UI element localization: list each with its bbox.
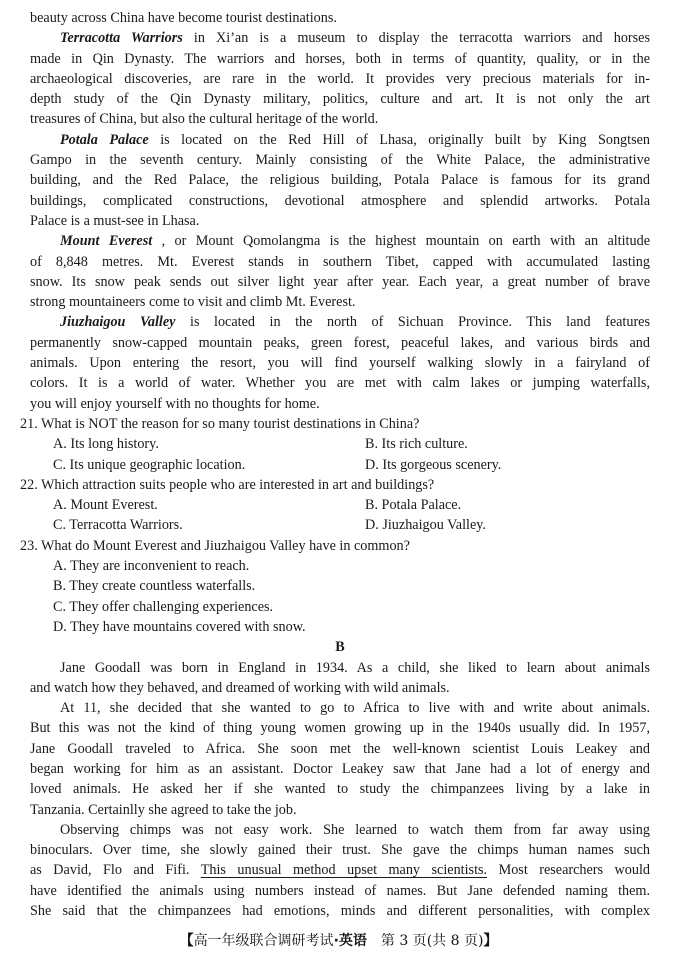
paragraph-text: treasures of China, but also the cultural heritage of the world. bbox=[30, 111, 379, 128]
paragraph-text: in Xi’an is a museum to display the terracotta warriors and horses bbox=[182, 30, 650, 47]
exam-page bbox=[20, 8, 650, 921]
passage-a-intro-tail: beauty across China have become tourist destinations. bbox=[30, 10, 337, 26]
paragraph-text: archaeological discoveries, are rare in the world. It provides very precious materials for in- bbox=[30, 70, 650, 87]
paragraph-text: At 11, she decided that she wanted to go to Africa to live with and write about animals. bbox=[60, 700, 650, 717]
passage-b-paragraph-1 bbox=[30, 658, 650, 699]
paragraph-text: Jane Goodall was born in England in 1934. As a child, she liked to learn about animals bbox=[60, 659, 650, 676]
footer-exam-name: 高一年级联合调研考试 bbox=[193, 933, 334, 949]
footer-page-info: 第 3 页(共 8 页) bbox=[380, 933, 484, 949]
paragraph-text: building, and the Red Palace, the religious building, Potala Palace is famous for its grand bbox=[30, 172, 650, 189]
paragraph-mount-everest bbox=[30, 231, 650, 312]
footer-subject: 英语 bbox=[338, 933, 367, 949]
passage-b-paragraph-3 bbox=[30, 820, 650, 921]
paragraph-text: snow. Its snow peak sends out silver light year after year. Each year, a great number of brave bbox=[30, 273, 650, 290]
paragraph-text: Tanzania. Certainlly she agreed to take the job. bbox=[30, 801, 297, 818]
paragraph-text: Gampo in the seventh century. Mainly consisting of the White Palace, the administrative bbox=[30, 152, 650, 169]
paragraph-text: Palace is a must-see in Lhasa. bbox=[30, 212, 200, 229]
paragraph-text: depth study of the Qin Dynasty military, politics, culture and art. It is not only the art bbox=[30, 91, 650, 108]
option-a[interactable]: A. They are inconvenient to reach. bbox=[53, 558, 250, 575]
page-footer bbox=[0, 930, 677, 950]
footer-close-bracket: 】 bbox=[483, 933, 498, 949]
option-a[interactable]: A. Its long history. bbox=[53, 436, 159, 453]
paragraph-text: binoculars. Over time, she slowly gained their trust. She gave the chimps human names such bbox=[30, 842, 650, 859]
option-d[interactable]: D. Jiuzhaigou Valley. bbox=[365, 517, 486, 534]
question-23 bbox=[20, 536, 650, 637]
option-b[interactable]: B. Its rich culture. bbox=[365, 436, 468, 453]
paragraph-text: Jane Goodall traveled to Africa. She soon met the well-known scientist Louis Leakey and bbox=[30, 740, 650, 757]
paragraph-text: as David, Flo and Fifi. bbox=[30, 862, 201, 879]
attraction-title: Jiuzhaigou Valley bbox=[60, 314, 176, 331]
attraction-title: Terracotta Warriors bbox=[60, 30, 183, 47]
paragraph-text: is located in the north of Sichuan Province. This land features bbox=[175, 314, 650, 331]
paragraph-text: loved animals. He asked her if she wanted to study the chimpanzees living by a lake in bbox=[30, 781, 650, 798]
paragraph-text: Most researchers would bbox=[487, 862, 650, 879]
attraction-title: Potala Palace bbox=[60, 131, 149, 148]
question-stem: 23. What do Mount Everest and Jiuzhaigou Valley have in common? bbox=[20, 537, 410, 554]
paragraph-text: colors. It is a world of water. Whether you are met with calm lakes or jumping waterfalls, bbox=[30, 375, 650, 392]
paragraph-text: have identified the animals using numbers instead of names. But Jane defended naming them. bbox=[30, 882, 650, 899]
option-c[interactable]: C. Terracotta Warriors. bbox=[53, 517, 183, 534]
paragraph-text: Observing chimps was not easy work. She learned to watch them from far away using bbox=[60, 821, 650, 838]
option-d[interactable]: D. They have mountains covered with snow. bbox=[53, 618, 306, 635]
paragraph-text: is located on the Red Hill of Lhasa, originally built by King Songtsen bbox=[148, 131, 650, 148]
option-a[interactable]: A. Mount Everest. bbox=[53, 497, 158, 514]
passage-b-paragraph-2 bbox=[30, 698, 650, 820]
paragraph-text: animals. Upon entering the resort, you will find yourself walking slowly in a fairyland of bbox=[30, 355, 650, 372]
option-d[interactable]: D. Its gorgeous scenery. bbox=[365, 456, 502, 473]
paragraph-text: , or Mount Qomolangma is the highest mountain on earth with an altitude bbox=[152, 233, 650, 250]
option-b[interactable]: B. They create countless waterfalls. bbox=[53, 578, 256, 595]
footer-open-bracket: 【 bbox=[179, 933, 194, 949]
paragraph-text: you will enjoy yourself with no thoughts for home. bbox=[30, 395, 320, 412]
question-stem: 21. What is NOT the reason for so many tourist destinations in China? bbox=[20, 415, 420, 432]
section-heading-b: B bbox=[335, 639, 345, 656]
paragraph-text: She said that the chimpanzees had emotions, minds and different personalities, with complex bbox=[30, 903, 650, 920]
paragraph-text: began working for him as an assistant. Doctor Leakey saw that Jane had a lot of energy and bbox=[30, 760, 650, 777]
paragraph-text: of 8,848 metres. Mt. Everest stands in southern Tibet, capped with accumulated lasting bbox=[30, 253, 650, 270]
paragraph-potala-palace bbox=[30, 130, 650, 231]
attraction-title: Mount Everest bbox=[60, 233, 153, 250]
question-stem: 22. Which attraction suits people who are interested in art and buildings? bbox=[20, 476, 435, 493]
paragraph-text: permanently snow-capped mountain peaks, green forest, peaceful lakes, and various birds and bbox=[30, 334, 650, 351]
option-b[interactable]: B. Potala Palace. bbox=[365, 497, 462, 514]
underlined-sentence: This unusual method upset many scientists. bbox=[200, 862, 488, 879]
paragraph-jiuzhaigou-valley bbox=[30, 312, 650, 413]
footer-dot: · bbox=[333, 933, 339, 949]
paragraph-text bbox=[30, 860, 650, 880]
option-c[interactable]: C. They offer challenging experiences. bbox=[53, 598, 274, 615]
option-c[interactable]: C. Its unique geographic location. bbox=[53, 456, 246, 473]
paragraph-text: buildings, complicated constructions, devotional atmosphere and splendid artworks. Potala bbox=[30, 192, 650, 209]
paragraph-text: But this was not the kind of thing young women growing up in the 1940s usually did. In 1957, bbox=[30, 720, 650, 737]
paragraph-text: made in Qin Dynasty. The warriors and horses, both in terms of quantity, quality, or in the bbox=[30, 50, 650, 67]
paragraph-text: and watch how they behaved, and dreamed of working with wild animals. bbox=[30, 679, 450, 696]
question-22 bbox=[20, 475, 650, 536]
paragraph-text: strong mountaineers come to visit and climb Mt. Everest. bbox=[30, 294, 356, 311]
paragraph-terracotta-warriors bbox=[30, 28, 650, 129]
question-21 bbox=[20, 414, 650, 475]
